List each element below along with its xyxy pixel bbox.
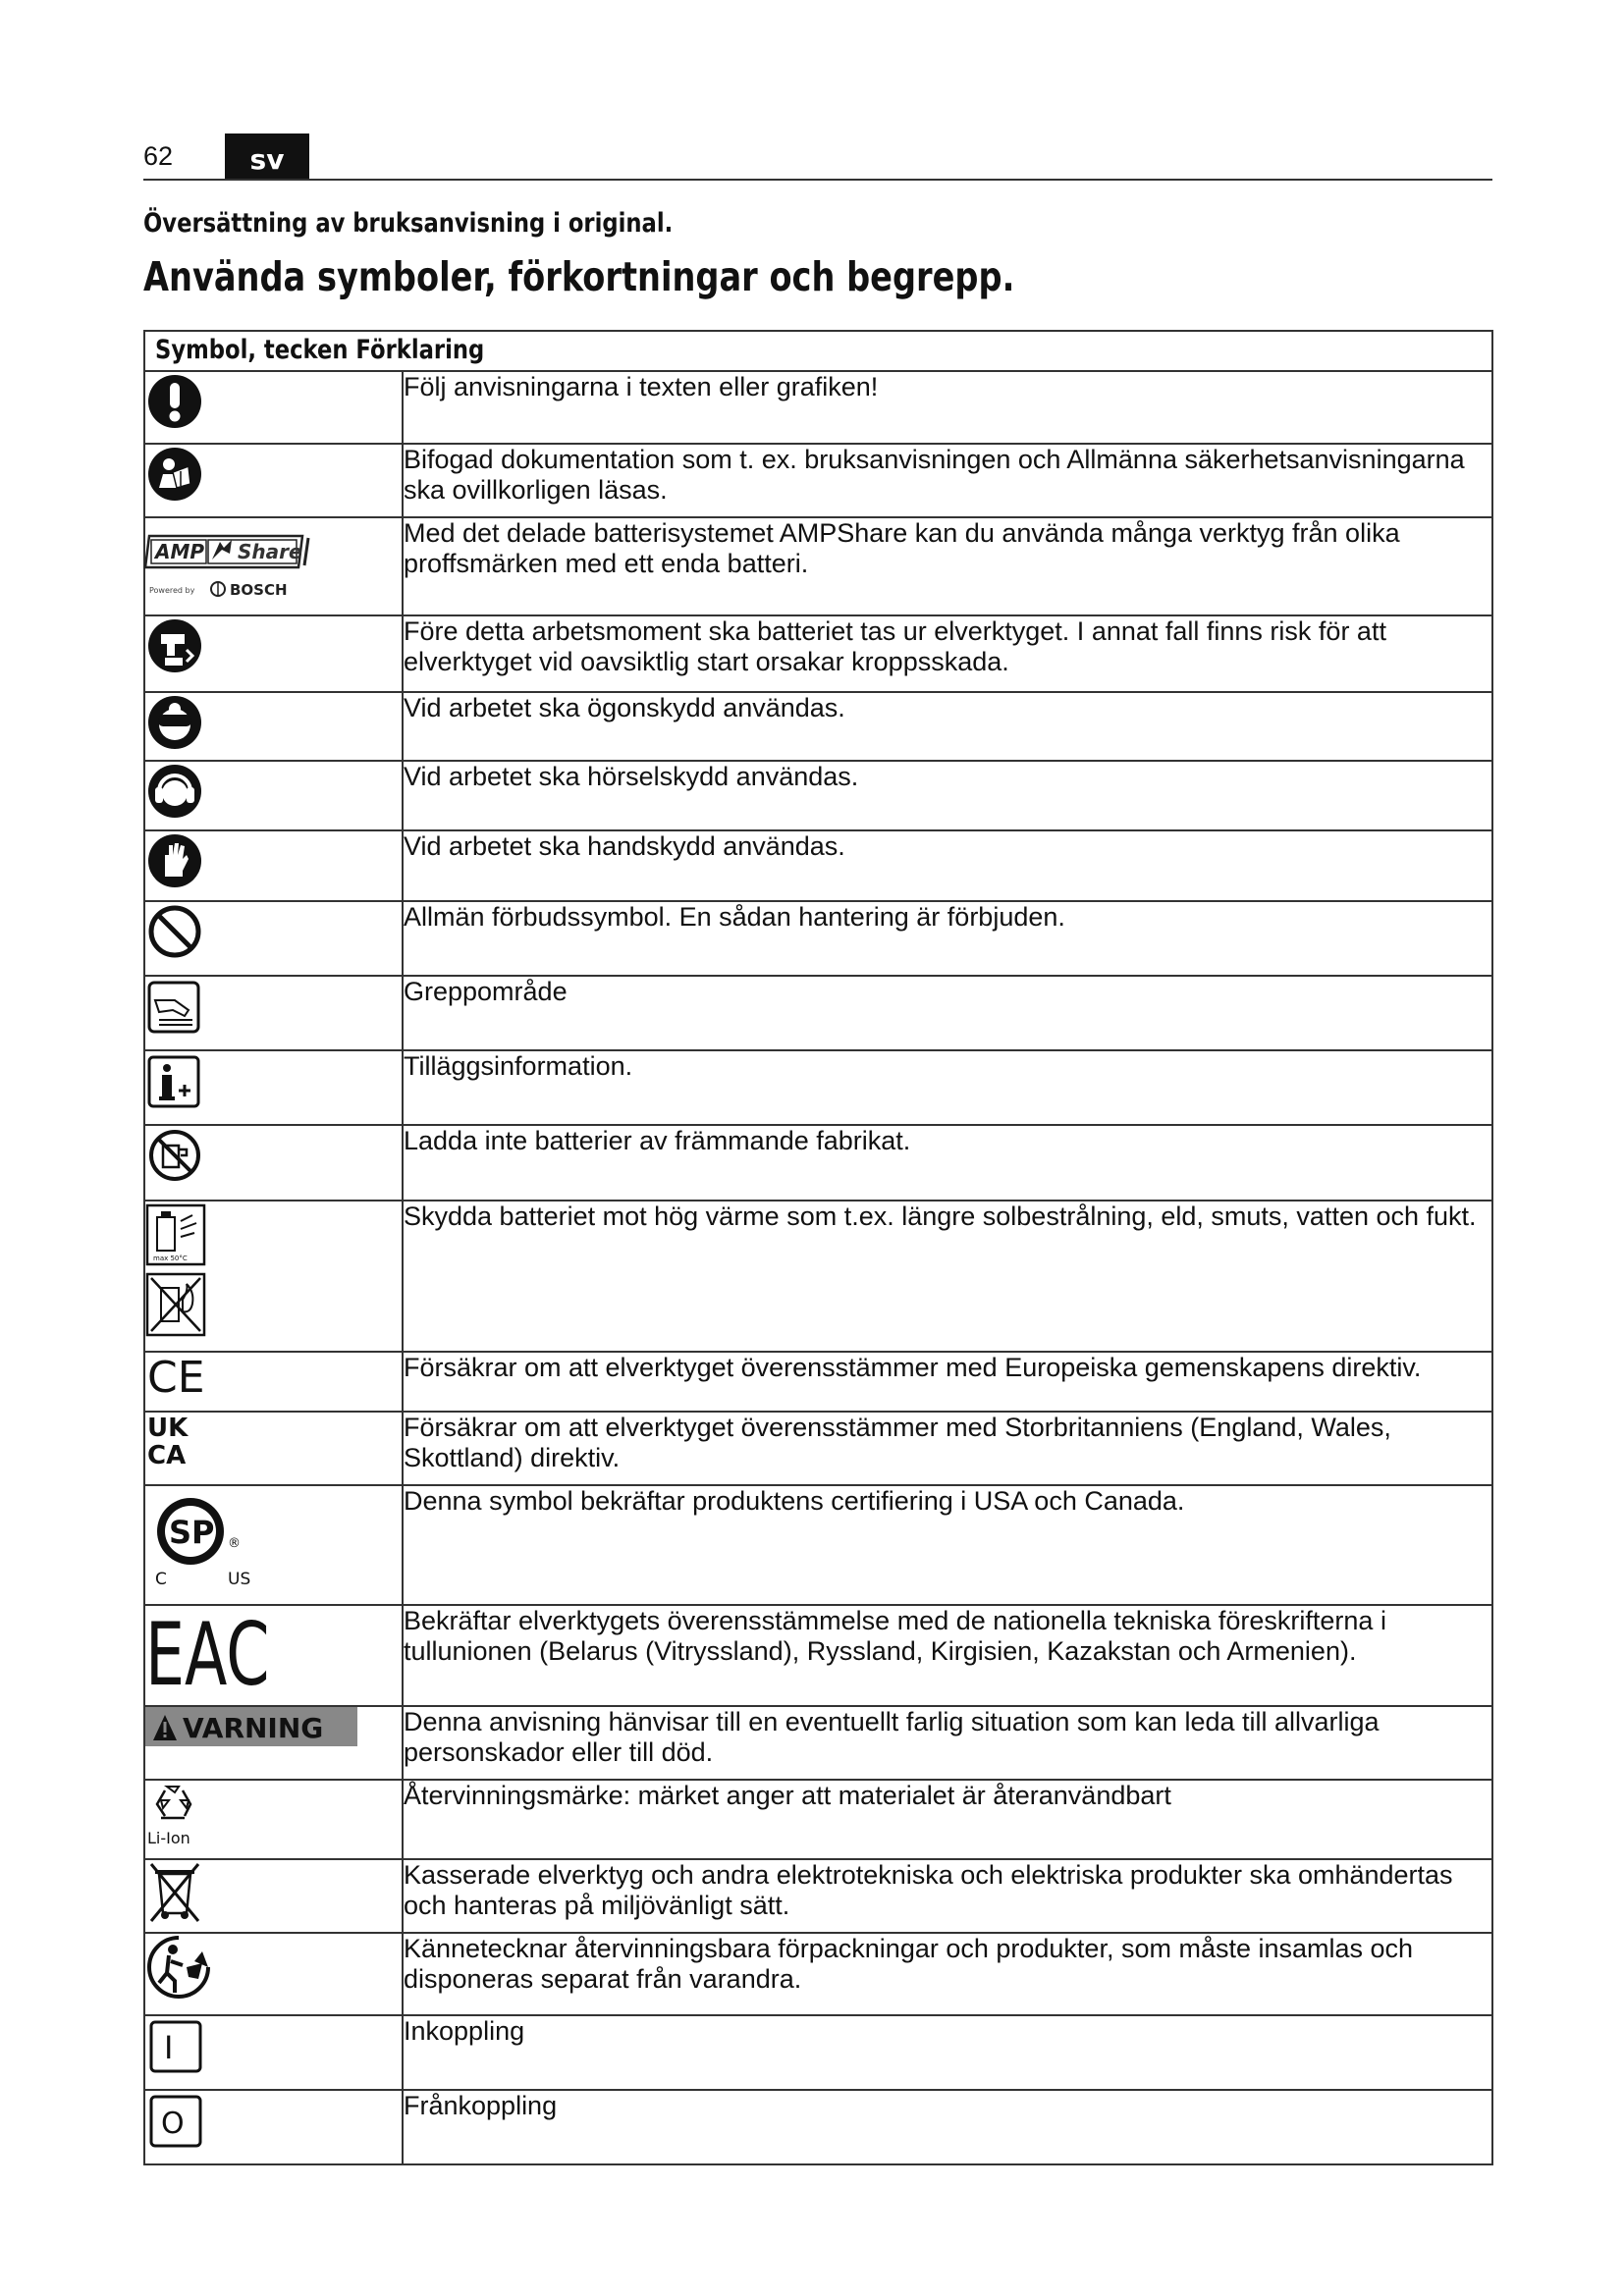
- icon-cell: [144, 1412, 403, 1485]
- page-number: 62: [143, 141, 174, 171]
- icon-cell: [144, 1605, 403, 1706]
- table-row: [144, 1352, 1492, 1412]
- explanation-cell: Skydda batteriet mot hög värme som t.ex. längre solbestrålning, eld, smuts, vatten och fukt.: [403, 1201, 1492, 1352]
- table-row: [144, 1125, 1492, 1201]
- explanation-cell: Försäkrar om att elverktyget överensstämmer med Storbritanniens (England, Wales, Skottland) direktiv.: [403, 1412, 1492, 1485]
- explanation-cell: Före detta arbetsmoment ska batteriet tas ur elverktyget. I annat fall finns risk för att elverktyget vid oavsiktlig start orsakar kroppsskada.: [403, 615, 1492, 692]
- explanation-cell: Försäkrar om att elverktyget överensstämmer med Europeiska gemenskapens direktiv.: [403, 1352, 1492, 1412]
- icon-cell: [144, 1352, 403, 1412]
- icon-cell: [144, 615, 403, 692]
- icon-cell: [144, 901, 403, 976]
- explanation-cell: Följ anvisningarna i texten eller grafiken!: [403, 371, 1492, 444]
- grip-area-icon: [145, 977, 204, 1036]
- warning-exclamation-icon: [145, 372, 204, 431]
- explanation-cell: Med det delade batterisystemet AMPShare kan du använda många verktyg från olika proffsmärken med ett enda batteri.: [403, 517, 1492, 615]
- icon-cell: [144, 1485, 403, 1605]
- icon-cell: [144, 371, 403, 444]
- table-row: [144, 901, 1492, 976]
- table-row: [144, 371, 1492, 444]
- icon-cell: [144, 761, 403, 830]
- icon-cell: [144, 2015, 403, 2090]
- table-row: [144, 1050, 1492, 1125]
- language-tab: sv: [225, 133, 309, 179]
- ce-mark-icon: [145, 1353, 214, 1403]
- explanation-cell: Ladda inte batterier av främmande fabrikat.: [403, 1125, 1492, 1201]
- icon-cell: [144, 1780, 403, 1859]
- explanation-cell: Kännetecknar återvinningsbara förpackningar och produkter, som måste insamlas och disponeras separat från varandra.: [403, 1933, 1492, 2015]
- icon-cell: [144, 2090, 403, 2164]
- prohibition-icon: [145, 902, 204, 961]
- svg-text:CA: CA: [147, 1441, 187, 1470]
- svg-text:BOSCH: BOSCH: [230, 581, 288, 599]
- icon-cell: [144, 1050, 403, 1125]
- table-row: [144, 830, 1492, 901]
- explanation-cell: Allmän förbudssymbol. En sådan hantering är förbjuden.: [403, 901, 1492, 976]
- svg-text:O: O: [161, 2107, 185, 2141]
- table-row: [144, 1605, 1492, 1706]
- svg-text:®: ®: [228, 1536, 241, 1551]
- icon-cell: [144, 517, 403, 615]
- power-off-icon: [145, 2091, 204, 2150]
- explanation-cell: Kasserade elverktyg och andra elektrotekniska och elektriska produkter ska omhändertas och hanteras på miljövänligt sätt.: [403, 1859, 1492, 1933]
- remove-battery-icon: [145, 616, 204, 675]
- svg-text:UK: UK: [147, 1414, 189, 1443]
- svg-text:max 50°C: max 50°C: [153, 1255, 188, 1262]
- explanation-cell: Frånkoppling: [403, 2090, 1492, 2164]
- header-rule: [143, 179, 1492, 181]
- read-manual-icon: [145, 445, 204, 504]
- svg-text:Powered by: Powered by: [149, 586, 195, 595]
- eac-mark-icon: [145, 1605, 270, 1706]
- explanation-cell: Bekräftar elverktygets överensstämmelse med de nationella tekniska föreskrifterna i tullunionen (Belarus (Vitryssland), Ryssland, Kirgisien, Kazakstan och Armenien).: [403, 1605, 1492, 1706]
- document-subtitle: Översättning av bruksanvisning i original.: [143, 208, 674, 239]
- explanation-cell: Denna symbol bekräftar produktens certifiering i USA och Canada.: [403, 1485, 1492, 1605]
- explanation-cell: Vid arbetet ska hörselskydd användas.: [403, 761, 1492, 830]
- svg-text:Li-Ion: Li-Ion: [147, 1829, 190, 1847]
- icon-cell: [144, 976, 403, 1050]
- csa-mark-icon: [145, 1486, 263, 1594]
- table-row: [144, 2015, 1492, 2090]
- table-row: [144, 761, 1492, 830]
- symbol-table: [143, 330, 1493, 2165]
- explanation-cell: Greppområde: [403, 976, 1492, 1050]
- svg-text:US: US: [228, 1570, 251, 1589]
- page-title: Använda symboler, förkortningar och begrepp.: [143, 253, 1015, 300]
- svg-text:SP: SP: [169, 1514, 215, 1551]
- table-row: [144, 1201, 1492, 1352]
- no-foreign-battery-icon: [145, 1126, 204, 1185]
- table-row: [144, 1933, 1492, 2015]
- table-row: [144, 1780, 1492, 1859]
- table-row: [144, 1706, 1492, 1780]
- icon-cell: [144, 1125, 403, 1201]
- recycle-liion-icon: [145, 1781, 204, 1849]
- icon-cell: [144, 1201, 403, 1352]
- table-row: [144, 692, 1492, 761]
- explanation-cell: Bifogad dokumentation som t. ex. bruksanvisningen och Allmänna säkerhetsanvisningarna ska ovillkorligen läsas.: [403, 444, 1492, 517]
- icon-cell: [144, 444, 403, 517]
- explanation-cell: Denna anvisning hänvisar till en eventuellt farlig situation som kan leda till allvarliga personskador eller till död.: [403, 1706, 1492, 1780]
- table-row: [144, 517, 1492, 615]
- svg-text:EAC: EAC: [145, 1605, 270, 1706]
- table-header-row: [144, 331, 1492, 371]
- table-row: [144, 444, 1492, 517]
- hand-protection-icon: [145, 831, 204, 890]
- svg-text:Share: Share: [238, 540, 302, 563]
- ear-protection-icon: [145, 762, 204, 821]
- icon-cell: [144, 1859, 403, 1933]
- icon-cell: [144, 1706, 403, 1780]
- svg-text:I: I: [164, 2029, 174, 2066]
- icon-cell: [144, 1933, 403, 2015]
- recycle-packaging-icon: [145, 1934, 212, 2001]
- icon-cell: [144, 830, 403, 901]
- table-row: [144, 1485, 1492, 1605]
- table-row: [144, 615, 1492, 692]
- svg-text:C: C: [155, 1570, 167, 1589]
- explanation-cell: Inkoppling: [403, 2015, 1492, 2090]
- svg-text:AMP: AMP: [155, 540, 205, 563]
- column-header: Symbol, tecken Förklaring: [144, 331, 1492, 371]
- explanation-cell: Vid arbetet ska handskydd användas.: [403, 830, 1492, 901]
- svg-text:VARNING: VARNING: [183, 1712, 324, 1744]
- info-icon: [145, 1051, 204, 1110]
- warning-label-icon: [145, 1707, 357, 1746]
- power-on-icon: [145, 2016, 204, 2075]
- explanation-cell: Tilläggsinformation.: [403, 1050, 1492, 1125]
- ampshare-logo: [145, 518, 342, 603]
- explanation-cell: Vid arbetet ska ögonskydd användas.: [403, 692, 1492, 761]
- table-row: [144, 2090, 1492, 2164]
- explanation-cell: Återvinningsmärke: märket anger att materialet är återanvändbart: [403, 1780, 1492, 1859]
- icon-cell: [144, 692, 403, 761]
- table-row: [144, 976, 1492, 1050]
- ukca-mark-icon: [145, 1413, 204, 1471]
- table-row: [144, 1412, 1492, 1485]
- weee-bin-icon: [145, 1860, 204, 1923]
- battery-heat-icon: [145, 1201, 208, 1339]
- table-row: [144, 1859, 1492, 1933]
- svg-text:CE: CE: [147, 1353, 205, 1403]
- eye-protection-icon: [145, 693, 204, 752]
